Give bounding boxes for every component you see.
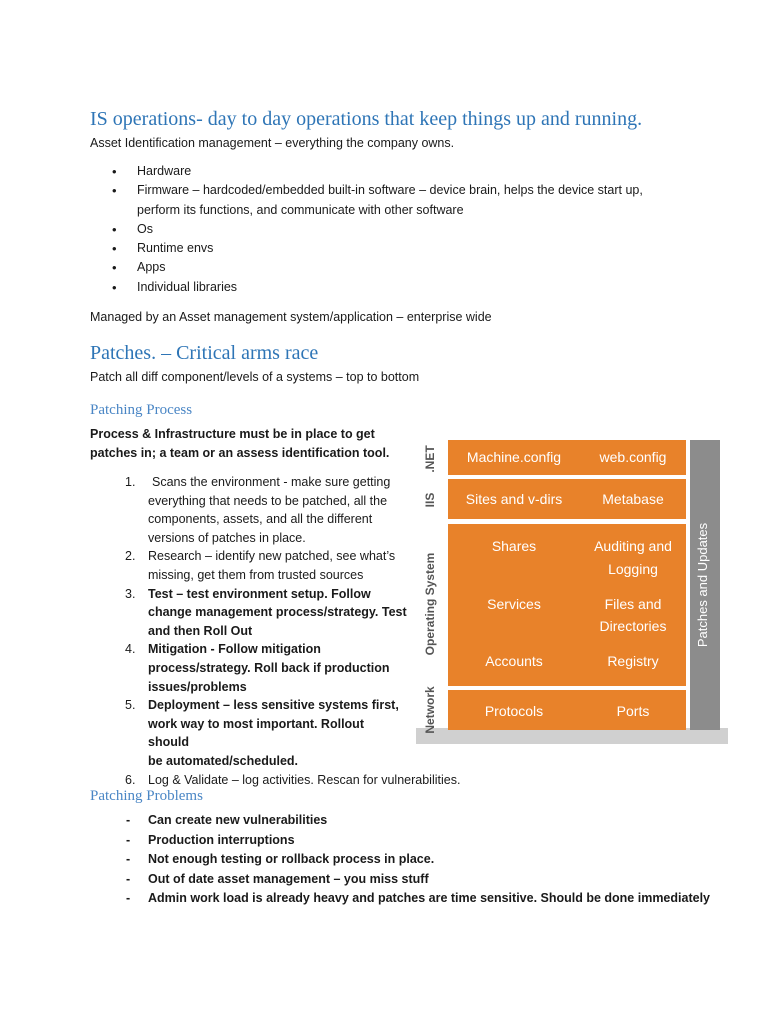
asset-list (90, 162, 670, 297)
list-item: • Os (90, 220, 670, 239)
heading-patching-problems: Patching Problems (90, 788, 203, 804)
asset-identification-line: Asset Identification management – everything the company owns. (90, 136, 455, 150)
heading-is-operations: IS operations- day to day operations that keep things up and running. (90, 108, 643, 130)
list-item: - Can create new vulnerabilities (90, 811, 710, 831)
patches-updates-label: Patches and Updates (695, 522, 710, 648)
list-item: • Hardware (90, 162, 670, 181)
cell-auditing-logging-2: Logging (608, 561, 658, 577)
cell-registry: Registry (607, 653, 659, 669)
patch-layers-diagram (414, 432, 730, 748)
list-item: 5. Deployment – less sensitive systems first, work way to most important. Rollout should be automated/scheduled. (125, 698, 399, 768)
cell-files-directories-2: Directories (599, 618, 667, 634)
list-item: - Out of date asset management – you miss stuff (90, 870, 710, 890)
heading-patching-process: Patching Process (90, 402, 193, 418)
cell-web-config: web.config (599, 449, 667, 465)
row-label-operating-system: Operating System (423, 552, 437, 656)
managed-by-line: Managed by an Asset management system/application – enterprise wide (90, 310, 492, 324)
cell-ports: Ports (616, 703, 650, 719)
process-intro-line-1: Process & Infrastructure must be in place to get (90, 427, 375, 441)
list-item: • Firmware – hardcoded/embedded built-in software – device brain, helps the device start up, perform its functions, and communicate with other software (90, 181, 670, 220)
list-item: • Apps (90, 258, 670, 277)
list-item: - Admin work load is already heavy and patches are time sensitive. Should be done immediately (90, 889, 710, 909)
patch-line: Patch all diff component/levels of a systems – top to bottom (90, 370, 420, 384)
cell-services: Services (487, 596, 541, 612)
list-item: 6. Log & Validate – log activities. Rescan for vulnerabilities. (125, 772, 461, 787)
heading-patches: Patches. – Critical arms race (90, 342, 319, 364)
list-item: 1. Scans the environment - make sure getting everything that needs to be patched, all the components, assets, and all the different versions of patches in place. (125, 475, 391, 545)
cell-protocols: Protocols (484, 703, 544, 719)
list-item: 2. Research – identify new patched, see what’s missing, get them from trusted sources (125, 549, 396, 582)
list-item: 4. Mitigation - Follow mitigation process/strategy. Roll back if production issues/problems (125, 642, 390, 694)
row-label-dotnet: .NET (423, 445, 437, 473)
process-intro-line-2: patches in; a team or an assess identification tool. (90, 446, 390, 460)
row-label-network: Network (423, 686, 437, 734)
cell-auditing-logging-1: Auditing and (594, 538, 672, 554)
list-item: - Production interruptions (90, 831, 710, 851)
cell-machine-config: Machine.config (466, 449, 562, 465)
cell-metabase: Metabase (602, 491, 664, 507)
cell-files-directories-1: Files and (604, 596, 662, 612)
list-item: • Individual libraries (90, 278, 670, 297)
cell-shares: Shares (491, 538, 537, 554)
cell-accounts: Accounts (485, 653, 543, 669)
network-block (448, 690, 686, 730)
diagram-shadow (416, 728, 728, 744)
row-label-iis: IIS (423, 492, 437, 508)
patching-problems-list (90, 811, 710, 909)
cell-sites-vdirs: Sites and v-dirs (465, 491, 563, 507)
list-item: - Not enough testing or rollback process in place. (90, 850, 710, 870)
list-item: • Runtime envs (90, 239, 670, 258)
list-item: 3. Test – test environment setup. Follow change management process/strategy. Test and then Roll Out (125, 586, 407, 638)
